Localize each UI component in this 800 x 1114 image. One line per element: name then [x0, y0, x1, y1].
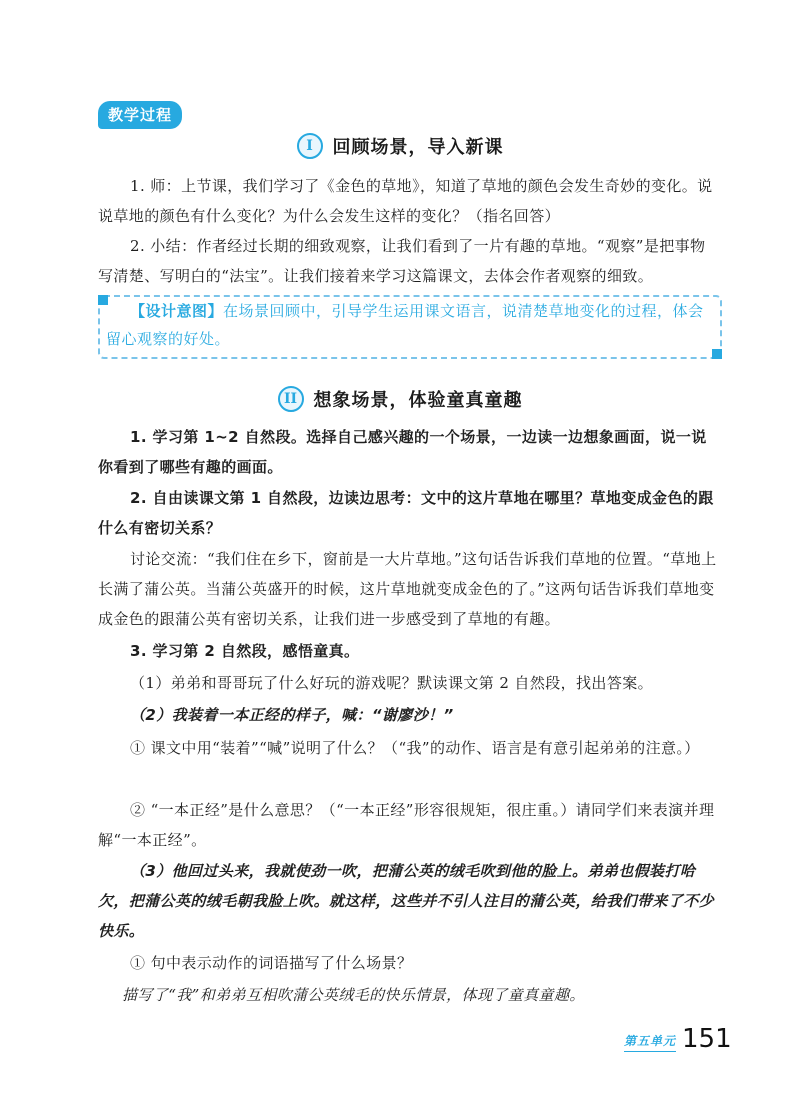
section-1-title: 回顾场景，导入新课 — [332, 137, 504, 158]
section-2-subquestion-1: ① 课文中用“装着”“喊”说明了什么？（“我”的动作、语言是有意引起弟弟的注意。） — [130, 739, 700, 757]
design-intent-label: 【设计意图】 — [130, 302, 224, 320]
page-number: 151 — [682, 1024, 732, 1054]
design-intent-text — [106, 297, 712, 353]
design-intent-body: 在场景回顾中，引导学生运用课文语言，说清楚草地变化的过程，体会留心观察的好处。 — [106, 302, 704, 348]
section-2-paragraph-1: 1. 学习第 1~2 自然段。选择自己感兴趣的一个场景，一边读一边想象画面，说一说你看到了哪些有趣的画面。 — [98, 428, 707, 476]
corner-ornament-icon — [712, 349, 722, 359]
section-2-paragraph-2: 2. 自由读课文第 1 自然段，边读边思考：文中的这片草地在哪里？草地变成金色的跟什么有密切关系？ — [98, 489, 714, 537]
section-2-quote-2: （3）他回过头来，我就使劲一吹，把蒲公英的绒毛吹到他的脸上。弟弟也假装打哈欠，把蒲公英的绒毛朝我脸上吹。就这样，这些并不引人注目的蒲公英，给我们带来了不少快乐。 — [98, 862, 715, 940]
section-2-question-1: （1）弟弟和哥哥玩了什么好玩的游戏呢？默读课文第 2 自然段，找出答案。 — [130, 674, 654, 692]
section-2-quote-1: （2）我装着一本正经的样子，喊：“谢廖沙！” — [130, 706, 454, 724]
section-2-discussion: 讨论交流：“我们住在乡下，窗前是一大片草地。”这句话告诉我们草地的位置。“草地上长满了蒲公英。当蒲公英盛开的时候，这片草地就变成金色的了。”这两句话告诉我们草地变成金色的跟蒲公英有密切关系，让我们进一步感受到了草地的有趣。 — [98, 550, 717, 628]
section-2-title: 想象场景，体验童真童趣 — [313, 390, 523, 411]
section-1-heading — [0, 133, 800, 159]
section-2-number-badge: II — [278, 386, 304, 412]
unit-label: 第五单元 — [624, 1032, 676, 1052]
section-2-paragraph-3: 3. 学习第 2 自然段，感悟童真。 — [130, 642, 360, 660]
section-2-answer: 描写了“我”和弟弟互相吹蒲公英绒毛的快乐情景，体现了童真童趣。 — [122, 986, 585, 1004]
section-2-heading — [0, 386, 800, 412]
section-1-paragraph-1: 1. 师：上节课，我们学习了《金色的草地》，知道了草地的颜色会发生奇妙的变化。说说草地的颜色有什么变化？为什么会发生这样的变化？（指名回答） — [98, 177, 713, 225]
section-1-paragraph-2: 2. 小结：作者经过长期的细致观察，让我们看到了一片有趣的草地。“观察”是把事物写清楚、写明白的“法宝”。让我们接着来学习这篇课文，去体会作者观察的细致。 — [98, 237, 706, 285]
section-2-subquestion-2: ② “一本正经”是什么意思？（“一本正经”形容很规矩，很庄重。）请同学们来表演并理解“一本正经”。 — [98, 801, 715, 849]
teaching-process-tag: 教学过程 — [98, 101, 182, 129]
section-2-subquestion-3: ① 句中表示动作的词语描写了什么场景？ — [130, 954, 413, 972]
section-1-number-badge: I — [297, 133, 323, 159]
